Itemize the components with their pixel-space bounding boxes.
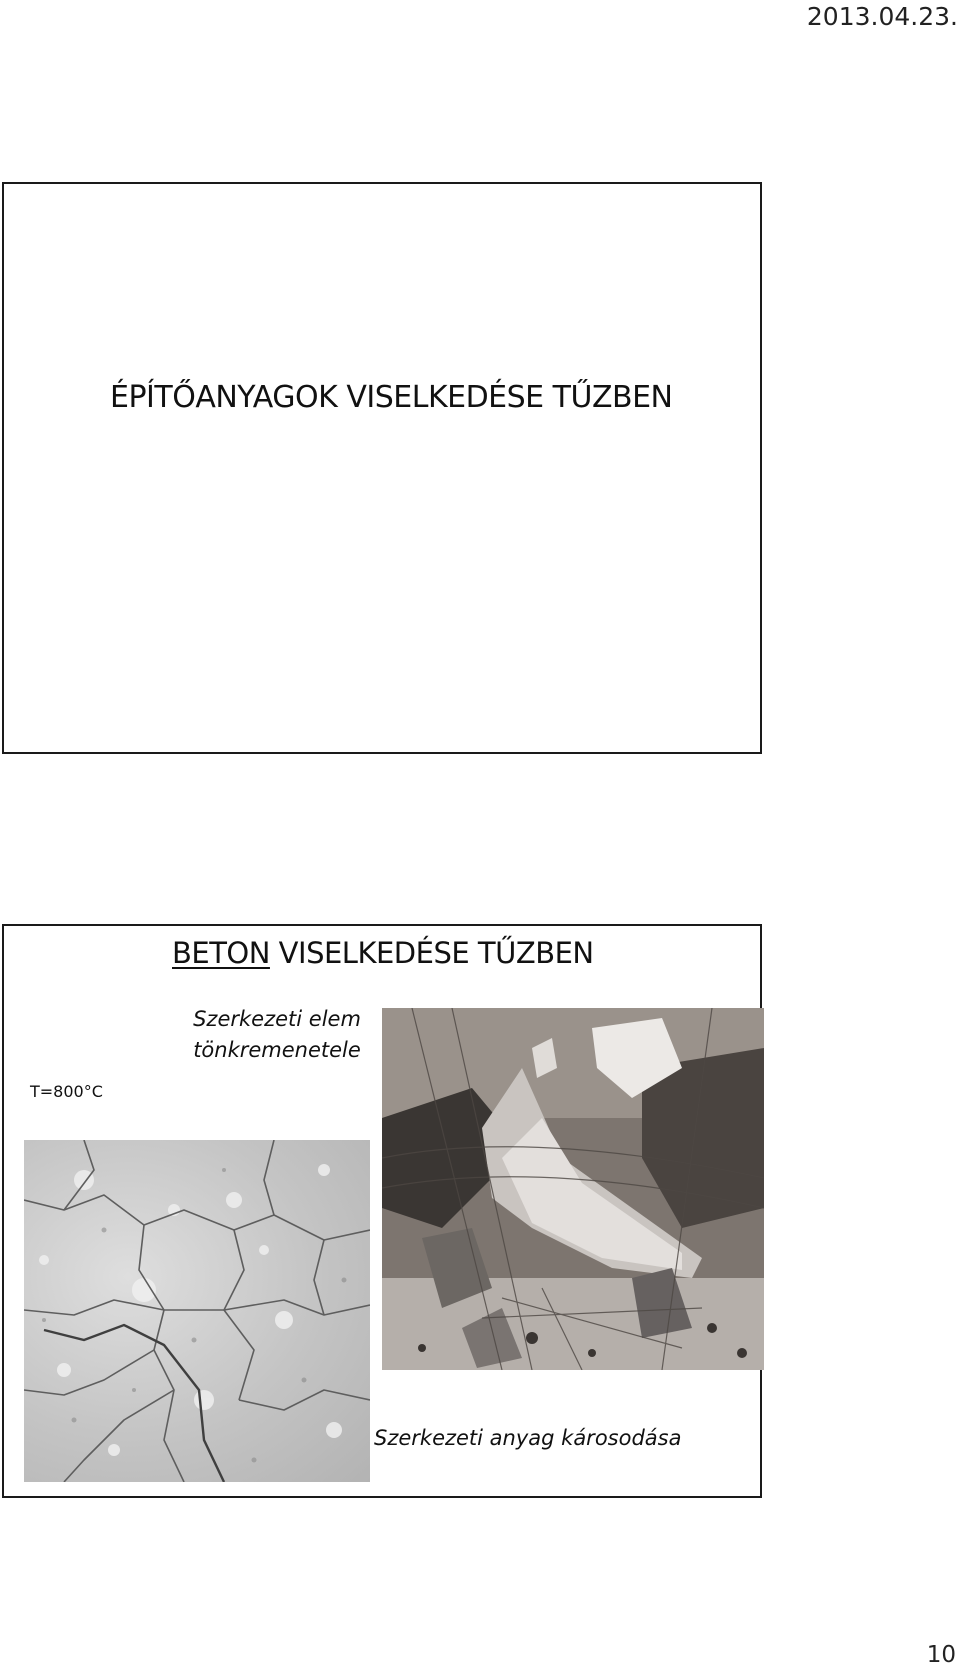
- slide-2-title-rest: VISELKEDÉSE TŰZBEN: [269, 936, 594, 970]
- collapsed-structure-photo: [382, 1008, 764, 1370]
- slide-1-title: ÉPÍTŐANYAGOK VISELKEDÉSE TŰZBEN: [110, 380, 673, 415]
- temperature-label: T=800°C: [30, 1082, 103, 1101]
- slide-2: [2, 924, 762, 1498]
- caption-failure-line-2: tönkremenetele: [193, 1038, 361, 1062]
- caption-failure-line-1: Szerkezeti elem: [193, 1007, 361, 1031]
- cracked-concrete-photo: [24, 1140, 370, 1482]
- header-date: 2013.04.23.: [806, 2, 958, 31]
- slide-2-title-underlined: BETON: [172, 936, 270, 970]
- caption-material-damage: Szerkezeti anyag károsodása: [374, 1426, 682, 1450]
- page-number: 10: [926, 1642, 956, 1668]
- slide-2-title: [172, 936, 594, 970]
- caption-structural-failure: [192, 1004, 362, 1066]
- slide-1: [2, 182, 762, 754]
